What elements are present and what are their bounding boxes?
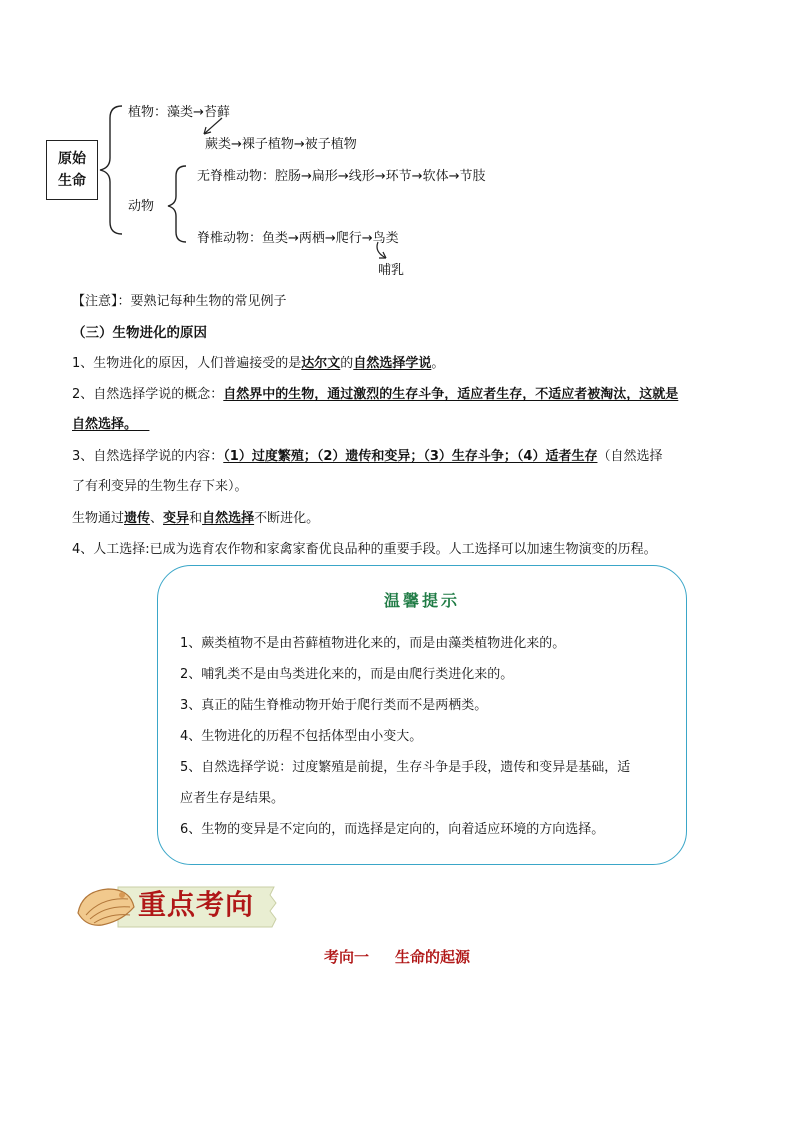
section-label: 考向一 [323, 948, 369, 966]
tip-item-3: 3、真正的陆生脊椎动物开始于爬行类而不是两栖类。 [180, 698, 488, 713]
animals-label: 动物 [128, 199, 155, 214]
tip-item-5: 5、自然选择学说：过度繁殖是前提，生存斗争是手段，遗传和变异是基础，适 [180, 760, 631, 775]
p1-text-a: 1、生物进化的原因，人们普遍接受的是 [72, 356, 302, 371]
p3b-word-3: 自然选择 [202, 511, 255, 526]
mammals-label: 哺乳 [378, 263, 405, 278]
tip-item-6: 6、生物的变异是不定向的，而选择是定向的，向着适应环境的方向选择。 [180, 822, 605, 837]
p2-definition-2: 自然选择。 [72, 417, 138, 432]
key-points-banner [78, 877, 278, 933]
plants-line-1: 植物：藻类→苔藓 [128, 105, 230, 120]
p1-theory: 自然选择学说 [353, 356, 432, 371]
p2-text-a: 2、自然选择学说的概念： [72, 387, 224, 402]
section-title [0, 946, 794, 967]
tip-item-1: 1、蕨类植物不是由苔藓植物进化来的，而是由藻类植物进化来的。 [180, 636, 566, 651]
banner-title: 重点考向 [138, 888, 255, 921]
p1-text-c: 。 [431, 356, 445, 371]
note-line: 【注意】：要熟记每种生物的常见例子 [72, 294, 287, 309]
p3-text-b: （自然选择 [597, 449, 663, 464]
p2-definition-1: 自然界中的生物，通过激烈的生存斗争，适应者生存，不适应者被淘汰，这就是 [223, 387, 679, 402]
invertebrates-line: 无脊椎动物：腔肠→扁形→线形→环节→软体→节肢 [197, 169, 486, 184]
paragraph-3b [72, 507, 319, 526]
p3b-sep: 、 [150, 511, 164, 526]
paragraph-1 [72, 352, 444, 371]
tips-box [157, 565, 687, 865]
tip-item-5-cont: 应者生存是结果。 [180, 791, 285, 806]
tip-item-2: 2、哺乳类不是由鸟类进化来的，而是由爬行类进化来的。 [180, 667, 514, 682]
vertebrates-line: 脊椎动物：鱼类→两栖→爬行→鸟类 [197, 231, 399, 246]
section-3-heading: （三）生物进化的原因 [72, 325, 207, 341]
tip-item-4: 4、生物进化的历程不包括体型由小变大。 [180, 729, 423, 744]
origin-label-line1: 原始 [58, 151, 86, 167]
paragraph-3-line-2: 了有利变异的生物生存下来）。 [72, 479, 248, 494]
seashell-icon [72, 877, 142, 933]
p3b-text-b: 不断进化。 [254, 511, 320, 526]
p3b-word-2: 变异 [163, 511, 190, 526]
origin-label-line2: 生命 [58, 173, 86, 189]
paragraph-3-line-1 [72, 445, 662, 464]
p3b-text-a: 生物通过 [72, 511, 125, 526]
tips-title: 温馨提示 [383, 591, 460, 610]
p1-text-b: 的 [340, 356, 354, 371]
p1-darwin: 达尔文 [301, 356, 341, 371]
paragraph-2-line-2 [72, 413, 149, 432]
paragraph-4: 4、人工选择:已成为选育农作物和家禽家畜优良品种的重要手段。人工选择可以加速生物演变的历程。 [72, 542, 657, 557]
p3b-word-1: 遗传 [124, 511, 151, 526]
section-name: 生命的起源 [395, 948, 471, 966]
p3-text-a: 3、自然选择学说的内容： [72, 449, 224, 464]
plants-line-2: 蕨类→裸子植物→被子植物 [205, 137, 357, 152]
paragraph-2-line-1 [72, 383, 678, 402]
p3-items: （1）过度繁殖；（2）遗传和变异；（3）生存斗争；（4）适者生存 [223, 449, 598, 464]
p3b-and: 和 [189, 511, 203, 526]
